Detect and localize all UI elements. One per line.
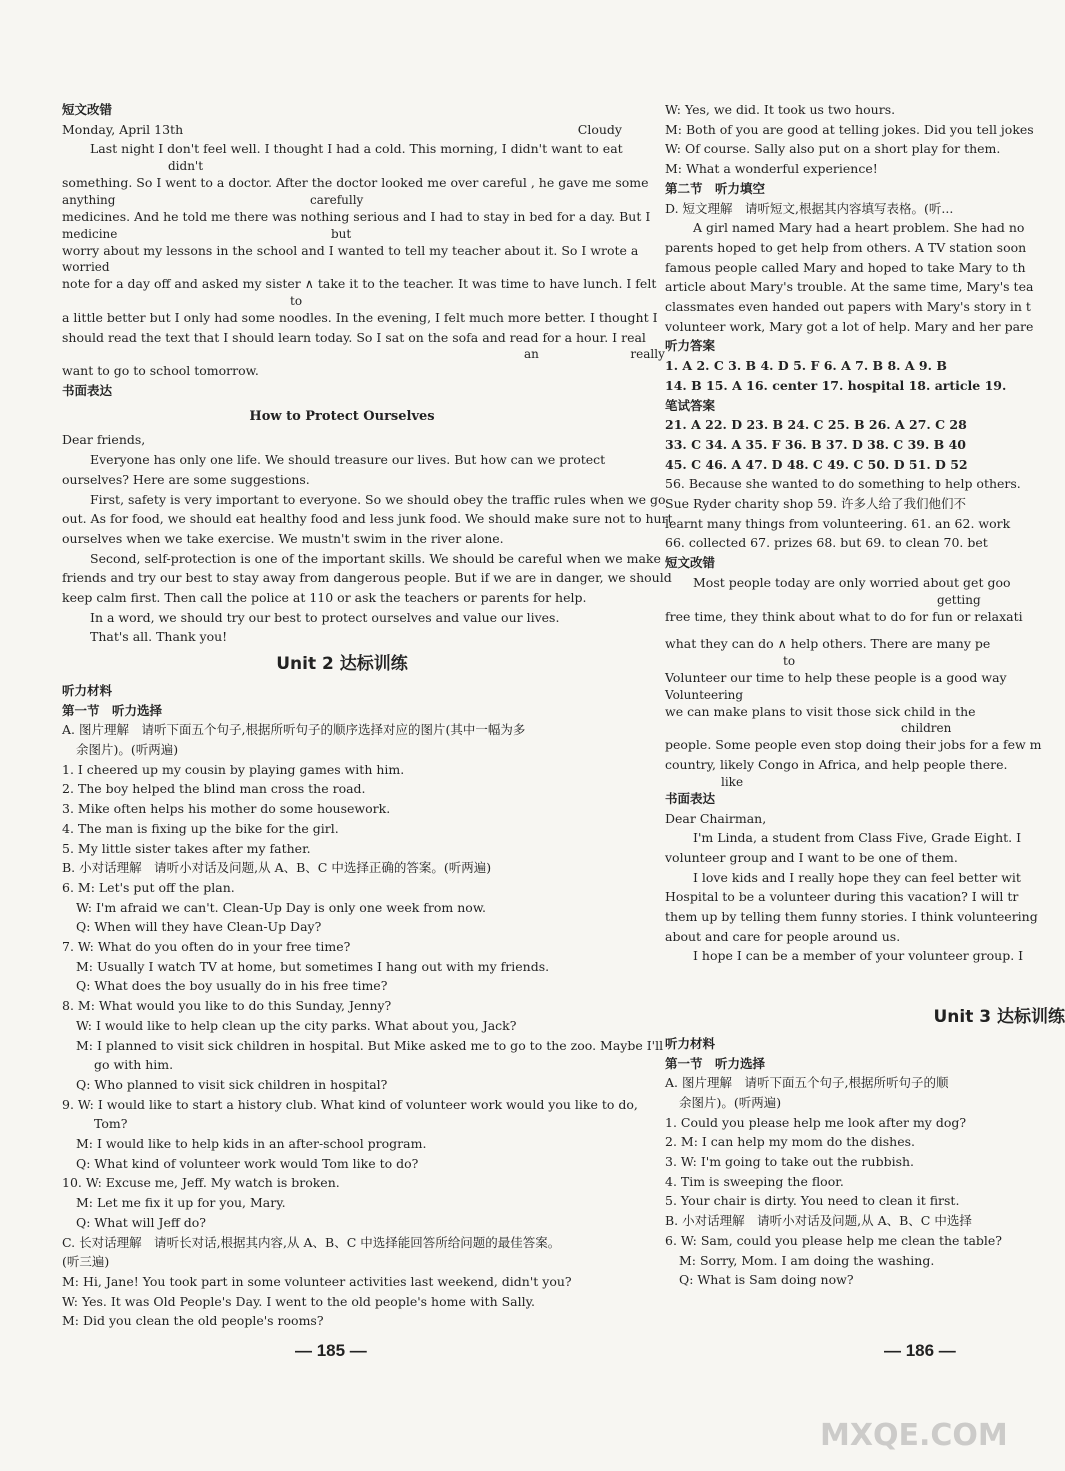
passage-line: article about Mary's trouble. At the same time, Mary's tea [665, 279, 1034, 295]
correction-fix: children [901, 721, 952, 736]
dialog-line: 8. M: What would you like to do this Sunday, Jenny? [62, 998, 392, 1014]
dialog-line: M: Let me fix it up for you, Mary. [76, 1195, 286, 1211]
correction-fix: didn't [168, 159, 204, 174]
letter-line: them up by telling them funny stories. I think volunteering [665, 909, 1038, 925]
part-a-instruction: A. 图片理解 请听下面五个句子,根据所听句子的顺 [665, 1075, 949, 1091]
dialog-line: 9. W: I would like to start a history club. What kind of volunteer work would you like to do, [62, 1096, 638, 1112]
dialog-line: W: Yes. It was Old People's Day. I went to the old people's home with Sally. [62, 1293, 535, 1309]
correction-line: Most people today are only worried about get goo [693, 574, 1011, 590]
right-column [665, 100, 1065, 1290]
dialog-line: 7. W: What do you often do in your free time? [62, 939, 351, 955]
letter-line: I hope I can be a member of your volunteer group. I [693, 948, 1024, 964]
page-number: — 185 — [295, 1341, 367, 1360]
letter-line: I love kids and I really hope they can feel better wit [693, 869, 1021, 885]
listening-item: 2. M: I can help my mom do the dishes. [665, 1134, 915, 1150]
dialog-line: W: I would like to help clean up the city parks. What about you, Jack? [76, 1017, 517, 1033]
part-d-instruction: D. 短文理解 请听短文,根据其内容填写表格。(听... [665, 200, 954, 216]
correction-line: a little better but I only had some noodles. In the evening, I felt much more better. I thought I [62, 309, 658, 325]
essay-line: Everyone has only one life. We should treasure our lives. But how can we protect [90, 452, 606, 468]
essay-line: Second, self-protection is one of the important skills. We should be careful when we make [90, 550, 661, 566]
correction-line: free time, they think about what to do for fun or relaxati [665, 608, 1023, 624]
dialog-line: Q: What kind of volunteer work would Tom like to do? [76, 1155, 419, 1171]
section1-heading: 第一节 听力选择 [665, 1055, 766, 1071]
essay-line: friends and try our best to stay away from dangerous people. But if we are in danger, we should [62, 570, 672, 586]
section-correction-heading: 短文改错 [62, 102, 113, 117]
answer-line: 56. Because she wanted to do something to help others. [665, 476, 1021, 492]
listening-material-heading: 听力材料 [62, 682, 113, 698]
left-column [62, 100, 673, 1331]
part-a-instruction: A. 图片理解 请听下面五个句子,根据所听句子的顺序选择对应的图片(其中一幅为多 [62, 722, 526, 738]
passage-line: famous people called Mary and hoped to take Mary to th [665, 259, 1026, 275]
diary-header [62, 120, 622, 140]
watermark: MXQE.COM [820, 1418, 1008, 1453]
essay-line: Dear friends, [62, 432, 146, 448]
section2-heading: 第二节 听力填空 [665, 180, 766, 196]
letter-line: Hospital to be a volunteer during this vacation? I will tr [665, 889, 1019, 905]
correction-fix: anything carefully [62, 192, 364, 207]
answer-line: learnt many things from volunteering. 61. an 62. work [665, 515, 1011, 531]
correction-line: medicines. And he told me there was nothing serious and I had to stay in bed for a day. But I [62, 208, 651, 224]
listening-answers-heading: 听力答案 [665, 338, 716, 354]
answer-line: 45. C 46. A 47. D 48. C 49. C 50. D 51. D 52 [665, 456, 968, 472]
answer-line: Sue Ryder charity shop 59. 许多人给了我们他们不 [665, 496, 966, 512]
dialog-line: M: Did you clean the old people's rooms? [62, 1313, 324, 1329]
dialog-line: M: What a wonderful experience! [665, 161, 878, 177]
unit-title: Unit 2 达标训练 [276, 654, 408, 675]
dialog-line: M: Sorry, Mom. I am doing the washing. [679, 1252, 935, 1268]
correction-line: something. So I went to a doctor. After the doctor looked me over careful , he gave me some [62, 175, 649, 191]
essay-line: out. As for food, we should eat healthy food and less junk food. We should make sure not to hurt [62, 511, 673, 527]
answer-line: 66. collected 67. prizes 68. but 69. to clean 70. bet [665, 535, 988, 551]
dialog-line: 6. W: Sam, could you please help me clean the table? [665, 1232, 1002, 1248]
page-number: — 186 — [884, 1341, 956, 1360]
part-b-instruction: B. 小对话理解 请听小对话及问题,从 A、B、C 中选择正确的答案。(听两遍) [62, 860, 492, 876]
essay-line: ourselves when we take exercise. We mustn't swim in the river alone. [62, 530, 504, 546]
dialog-line: M: I would like to help kids in an after-school program. [76, 1136, 427, 1152]
essay-line: In a word, we should try our best to protect ourselves and value our lives. [90, 609, 560, 625]
dialog-line: M: Hi, Jane! You took part in some volunteer activities last weekend, didn't you? [62, 1273, 572, 1289]
correction-line: what they can do ∧ help others. There are many pe [665, 636, 991, 652]
correction-line: want to go to school tomorrow. [62, 363, 259, 379]
part-b-instruction: B. 小对话理解 请听小对话及问题,从 A、B、C 中选择 [665, 1213, 972, 1229]
correction-line: Last night I don't feel well. I thought I had a cold. This morning, I didn't want to eat [90, 141, 623, 157]
listening-item: 3. Mike often helps his mother do some housework. [62, 801, 391, 817]
correction-fix: getting [937, 592, 981, 607]
section-correction-heading: 短文改错 [665, 555, 716, 571]
answer-line: 14. B 15. A 16. center 17. hospital 18. article 19. [665, 377, 1007, 393]
listening-item: 1. I cheered up my cousin by playing games with him. [62, 761, 405, 777]
dialog-line: go with him. [94, 1057, 174, 1073]
dialog-line: Q: What does the boy usually do in his free time? [76, 978, 388, 994]
correction-fix: medicine but [62, 226, 352, 241]
dialog-line: Q: What will Jeff do? [76, 1214, 206, 1230]
correction-line: should read the text that I should learn today. So I sat on the sofa and read for a hour. I real [62, 329, 646, 345]
correction-fix: like [721, 774, 744, 789]
essay-line: ourselves? Here are some suggestions. [62, 471, 310, 487]
dialog-line: M: I planned to visit sick children in hospital. But Mike asked me to go to the zoo. Maybe I'll [76, 1037, 664, 1053]
listening-item: 2. The boy helped the blind man cross the road. [62, 781, 366, 797]
correction-line: people. Some people even stop doing their jobs for a few m [665, 737, 1042, 753]
essay-title: How to Protect Ourselves [249, 408, 435, 424]
correction-fix: worried [62, 260, 110, 275]
passage-line: classmates even handed out papers with Mary's story in t [665, 299, 1031, 315]
part-a-instruction-cont: 余图片)。(听两遍) [679, 1094, 782, 1110]
correction-line: we can make plans to visit those sick child in the [665, 703, 976, 719]
letter-line: about and care for people around us. [665, 928, 901, 944]
diary-weather: Cloudy [577, 121, 622, 137]
correction-fix: to [290, 293, 303, 308]
answer-line: 1. A 2. C 3. B 4. D 5. F 6. A 7. B 8. A 9. B [665, 358, 947, 374]
letter-line: volunteer group and I want to be one of them. [665, 849, 958, 865]
listening-item: 3. W: I'm going to take out the rubbish. [665, 1154, 915, 1170]
correction-line: worry about my lessons in the school and I wanted to tell my teacher about it. So I wrote a [62, 242, 639, 258]
correction-line: note for a day off and asked my sister ∧ take it to the teacher. It was time to have lunch. I felt [62, 276, 657, 292]
part-c-instruction-cont: (听三遍) [62, 1254, 110, 1270]
letter-line: Dear Chairman, [665, 810, 767, 826]
correction-fix: Volunteering [665, 687, 744, 702]
correction-line: country, likely Congo in Africa, and help people there. [665, 757, 1008, 773]
passage-line: parents hoped to get help from others. A TV station soon [665, 239, 1027, 255]
section-writing-heading: 书面表达 [62, 383, 113, 399]
listening-item: 5. My little sister takes after my father. [62, 840, 311, 856]
dialog-line: Q: What is Sam doing now? [679, 1272, 854, 1288]
dialog-line: W: Of course. Sally also put on a short play for them. [665, 141, 1001, 157]
written-answers-heading: 笔试答案 [665, 397, 716, 413]
dialog-line: M: Both of you are good at telling jokes. Did you tell jokes [665, 121, 1034, 137]
correction-fix: to [783, 653, 796, 668]
essay-line: That's all. Thank you! [90, 629, 228, 645]
answer-line: 33. C 34. A 35. F 36. B 37. D 38. C 39. B 40 [665, 436, 966, 452]
listening-item: 1. Could you please help me look after my dog? [665, 1114, 967, 1130]
unit-title: Unit 3 达标训练 [933, 1007, 1065, 1028]
part-c-instruction: C. 长对话理解 请听长对话,根据其内容,从 A、B、C 中选择能回答所给问题的最佳答案。 [62, 1234, 561, 1250]
listening-item: 4. The man is fixing up the bike for the girl. [62, 820, 339, 836]
correction-fix: an really [524, 347, 665, 362]
dialog-line: Tom? [94, 1116, 128, 1132]
diary-date: Monday, April 13th [62, 121, 184, 137]
dialog-line: W: I'm afraid we can't. Clean-Up Day is only one week from now. [76, 899, 487, 915]
dialog-line: M: Usually I watch TV at home, but sometimes I hang out with my friends. [76, 958, 550, 974]
right-page [648, 0, 1065, 1471]
answer-line: 21. A 22. D 23. B 24. C 25. B 26. A 27. C 28 [665, 417, 967, 433]
listening-item: 4. Tim is sweeping the floor. [665, 1173, 844, 1189]
listening-material-heading: 听力材料 [665, 1035, 716, 1051]
section1-heading: 第一节 听力选择 [62, 702, 163, 718]
letter-line: I'm Linda, a student from Class Five, Grade Eight. I [693, 830, 1022, 846]
correction-line: Volunteer our time to help these people is a good way [665, 669, 1007, 685]
dialog-line: W: Yes, we did. It took us two hours. [665, 102, 896, 117]
part-a-instruction-cont: 余图片)。(听两遍) [76, 741, 179, 757]
dialog-line: 6. M: Let's put off the plan. [62, 879, 235, 895]
listening-item: 5. Your chair is dirty. You need to clean it first. [665, 1193, 960, 1209]
essay-line: keep calm first. Then call the police at 110 or ask the teachers or parents for help. [62, 590, 587, 606]
dialog-line: 10. W: Excuse me, Jeff. My watch is broken. [62, 1175, 340, 1191]
passage-line: A girl named Mary had a heart problem. She had no [693, 220, 1025, 236]
section-writing-heading: 书面表达 [665, 790, 716, 806]
dialog-line: Q: Who planned to visit sick children in hospital? [76, 1076, 388, 1092]
essay-line: First, safety is very important to everyone. So we should obey the traffic rules when we go [90, 491, 666, 507]
passage-line: volunteer work, Mary got a lot of help. Mary and her pare [665, 318, 1034, 334]
dialog-line: Q: When will they have Clean-Up Day? [76, 919, 322, 935]
